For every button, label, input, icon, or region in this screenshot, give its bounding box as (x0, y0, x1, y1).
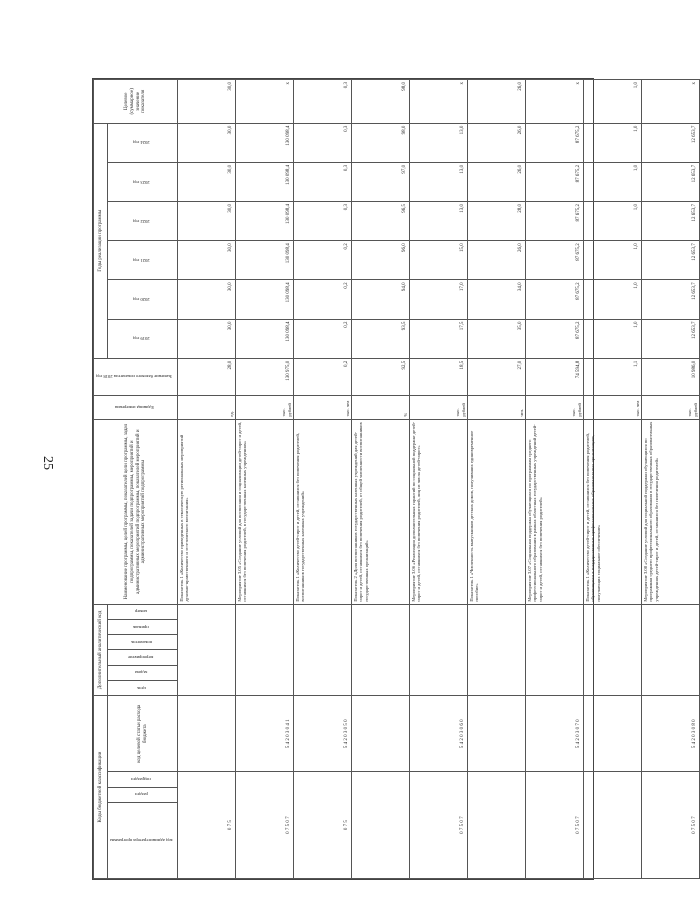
dc-goal-header: цель (136, 685, 146, 691)
year-2023-header: 2023 год (132, 179, 150, 185)
row-target-value: x (410, 80, 468, 124)
row-year-value: 1,0 (584, 162, 642, 201)
row-unit: ед. (178, 395, 236, 419)
row-year-value: 12 653,7 (642, 123, 700, 162)
row-year-value: 0,3 (294, 162, 352, 201)
row-additional-code (410, 604, 468, 695)
row-base-value: 0,2 (294, 358, 352, 395)
row-additional-code (352, 604, 410, 695)
rotated-table-sheet (92, 78, 698, 880)
row-year-value: 13,0 (410, 123, 468, 162)
years-header: Годы реализации программы (94, 123, 108, 358)
row-description: Мероприятие 3.07 «Социальная поддержка обучающихся по программам среднего профессионального образования в рамках областных государственных учреждений детей-сирот и детей, оставшихся без попечения родителей» (526, 419, 584, 604)
year-2019-header: 2019 год (132, 336, 150, 342)
year-2024-header: 2024 год (132, 140, 150, 146)
table-row (294, 80, 352, 879)
row-year-value: 130 098,4 (236, 162, 294, 201)
table-row (352, 80, 410, 879)
row-description: Показатель 1 «Количество детей-сирот и детей, оставшихся без попечения родителей, обучающихся в государственных профессиональных образовательных организациях, получающих социальное обеспечение» (584, 419, 642, 604)
row-year-value: 12 653,7 (642, 162, 700, 201)
admin-code-header: код администратора программы (109, 838, 173, 844)
row-year-value: 87 675,2 (526, 319, 584, 358)
row-admin-code: 0 7 5 (178, 772, 236, 879)
row-base-value: 1,1 (584, 358, 642, 395)
row-target-article: 5 4 2 0 3 0 7 0 (526, 696, 584, 772)
row-admin-code: 0 7 5 0 7 (526, 772, 584, 879)
row-target-value: x (526, 80, 584, 124)
row-year-value: 30,0 (178, 162, 236, 201)
row-year-value: 15,0 (410, 241, 468, 280)
row-year-value: 28,0 (468, 202, 526, 241)
row-year-value: 30,0 (178, 123, 236, 162)
row-year-value: 13,0 (410, 162, 468, 201)
row-description: Мероприятие 3.06 «Реализация дополнительных гарантий по социальной поддержке детей-сирот и детей, оставшихся без попечения родителей, лиц из числа детей-сирот» (410, 419, 468, 604)
row-year-value: 87 675,2 (526, 202, 584, 241)
table-body (178, 80, 700, 879)
row-year-value: 1,0 (584, 241, 642, 280)
program-indicators-table (93, 79, 700, 879)
row-target-article (352, 696, 410, 772)
target-value-header: Целевое (суммарное) значение показателя (94, 80, 178, 124)
row-year-value: 93,5 (352, 319, 410, 358)
row-base-value: 28,0 (178, 358, 236, 395)
row-year-value: 35,0 (468, 319, 526, 358)
row-target-value: 98,0 (352, 80, 410, 124)
row-year-value: 26,0 (468, 162, 526, 201)
row-year-value: 96,5 (352, 202, 410, 241)
row-additional-code (526, 604, 584, 695)
row-year-value: 30,0 (178, 319, 236, 358)
row-year-value: 98,0 (352, 123, 410, 162)
row-year-value: 1,0 (584, 202, 642, 241)
row-description: Показатель 1 «Количество приведенных в тематическую региональных мероприятий духовно-нравственного и эстетического воспитания» (178, 419, 236, 604)
row-year-value: 96,0 (352, 241, 410, 280)
row-unit: тыс. рублей (526, 395, 584, 419)
row-year-value: 1,0 (584, 123, 642, 162)
row-year-value: 12 653,7 (642, 280, 700, 319)
row-year-value: 94,0 (352, 280, 410, 319)
dc-number-header: номер (135, 609, 148, 615)
row-year-value: 87 675,2 (526, 162, 584, 201)
section-header: раздел (134, 792, 148, 798)
table-row (178, 80, 236, 879)
row-year-value: 26,0 (468, 241, 526, 280)
row-unit: тыс. рублей (642, 395, 700, 419)
table-rotation-frame (93, 79, 698, 879)
year-2022-header: 2022 год (132, 218, 150, 224)
row-year-value: 26,0 (468, 123, 526, 162)
row-unit: % (352, 395, 410, 419)
row-base-value: 130 975,0 (236, 358, 294, 395)
row-target-article: 5 4 2 0 3 0 6 0 (410, 696, 468, 772)
row-year-value: 12 653,7 (642, 241, 700, 280)
row-year-value: 17,5 (410, 319, 468, 358)
row-unit: тыс. чел (294, 395, 352, 419)
table-row (236, 80, 294, 879)
row-year-value: 0,2 (294, 280, 352, 319)
row-unit: тыс. рублей (236, 395, 294, 419)
dc-task-header: задача (134, 670, 148, 676)
row-year-value: 30,0 (178, 241, 236, 280)
row-year-value: 0,2 (294, 241, 352, 280)
row-target-article (584, 696, 642, 772)
row-base-value: 18,5 (410, 358, 468, 395)
row-additional-code (178, 604, 236, 695)
row-base-value: 27,0 (468, 358, 526, 395)
row-year-value: 87 675,2 (526, 280, 584, 319)
row-target-article: 5 4 2 0 3 0 8 0 (642, 696, 700, 772)
row-base-value: 10 986,0 (642, 358, 700, 395)
subsection-header: подраздел (131, 777, 151, 783)
row-year-value: 130 098,4 (236, 241, 294, 280)
names-column-header: Наименование программы, целей программы, показателей цели программы, задач подпрограммы, показателей задачи подпрограммы, мероприятий и административных мероприятий подпрограммы, показателей мероприятий и административных мероприятий подпрограммы (94, 419, 178, 604)
table-row (584, 80, 642, 879)
page-number: 25 (40, 456, 55, 470)
row-description: Показатель 1 «Численность выпускников детских домов, получивших единовременное пособие» (468, 419, 526, 604)
row-target-article (178, 696, 236, 772)
row-year-value: 0,2 (294, 319, 352, 358)
row-target-article: 5 4 2 0 3 0 4 1 (236, 696, 294, 772)
row-additional-code (642, 604, 700, 695)
dc-sign-header: признак (133, 624, 149, 630)
row-target-value: x (642, 80, 700, 124)
row-year-value: 0,3 (294, 123, 352, 162)
target-article-header: код целевой статьи расхода бюджета (108, 696, 178, 772)
row-year-value: 1,0 (584, 280, 642, 319)
row-year-value: 130 098,4 (236, 319, 294, 358)
table-row (526, 80, 584, 879)
table-row (468, 80, 526, 879)
row-year-value: 1,0 (584, 319, 642, 358)
row-target-article (468, 696, 526, 772)
dc-indicator-header: показатель (130, 639, 152, 645)
row-year-value: 30,0 (178, 280, 236, 319)
unit-column-header: Единица измерения (114, 404, 154, 410)
row-description: Мероприятие 3.05 «Создание условий для воспитания и социализации детей-сирот и детей, оставшихся без попечения родителей, в государственных казенных учреждениях» (236, 419, 294, 604)
row-year-value: 87 675,2 (526, 241, 584, 280)
row-unit: тыс. чел (584, 395, 642, 419)
row-admin-code (468, 772, 526, 879)
row-admin-code (584, 772, 642, 879)
row-year-value: 34,0 (468, 280, 526, 319)
row-unit: чел. (468, 395, 526, 419)
row-year-value: 130 098,4 (236, 280, 294, 319)
row-admin-code: 0 7 5 0 7 (410, 772, 468, 879)
row-year-value: 130 098,4 (236, 123, 294, 162)
budget-codes-header: Коды бюджетной классификации (94, 696, 108, 879)
row-additional-code (584, 604, 642, 695)
row-base-value: 92,5 (352, 358, 410, 395)
row-description: Показатель 2 «Доля воспитанников государственных казенных учреждений для детей-сирот и детей, оставшихся без попечения родителей, от общей численности воспитанников государственных организаций» (352, 419, 410, 604)
row-base-value: 74 594,8 (526, 358, 584, 395)
row-year-value: 87 675,2 (526, 123, 584, 162)
row-target-value: 0,3 (294, 80, 352, 124)
additional-code-header: Дополнительный аналитический код (94, 604, 108, 695)
row-admin-code (352, 772, 410, 879)
row-additional-code (294, 604, 352, 695)
row-year-value: 0,3 (294, 202, 352, 241)
row-target-value: 1,0 (584, 80, 642, 124)
row-year-value: 13,0 (410, 202, 468, 241)
year-2020-header: 2020 год (132, 297, 150, 303)
row-target-article: 5 4 2 0 3 0 5 0 (294, 696, 352, 772)
row-admin-code: 0 7 5 0 7 (642, 772, 700, 879)
table-row (410, 80, 468, 879)
row-description: Показатель 1 «Количество детей-сирот и детей, оставшихся без попечения родителей, воспитанников государственных казенных учреждений» (294, 419, 352, 604)
row-target-value: x (236, 80, 294, 124)
row-admin-code: 0 7 5 0 7 (236, 772, 294, 879)
row-target-value: 26,0 (468, 80, 526, 124)
row-additional-code (468, 604, 526, 695)
table-row (642, 80, 700, 879)
base-value-header: Значение базового показателя 2018 год (96, 374, 173, 380)
row-year-value: 12 653,7 (642, 319, 700, 358)
row-year-value: 12 653,7 (642, 202, 700, 241)
row-admin-code: 0 7 5 (294, 772, 352, 879)
row-year-value: 17,0 (410, 280, 468, 319)
row-year-value: 130 098,4 (236, 202, 294, 241)
year-2021-header: 2021 год (132, 257, 150, 263)
dc-event-header: мероприятие (128, 655, 154, 661)
row-year-value: 97,0 (352, 162, 410, 201)
row-additional-code (236, 604, 294, 695)
row-target-value: 30,0 (178, 80, 236, 124)
row-description: Мероприятие 3.08 «Создание условий для социальной поддержки обучающихся по программам среднего профессионального образования в государственных образовательных учреждениях детей-сирот и детей, оставшихся без попечения родителей» (642, 419, 700, 604)
row-unit: тыс. рублей (410, 395, 468, 419)
row-year-value: 30,0 (178, 202, 236, 241)
